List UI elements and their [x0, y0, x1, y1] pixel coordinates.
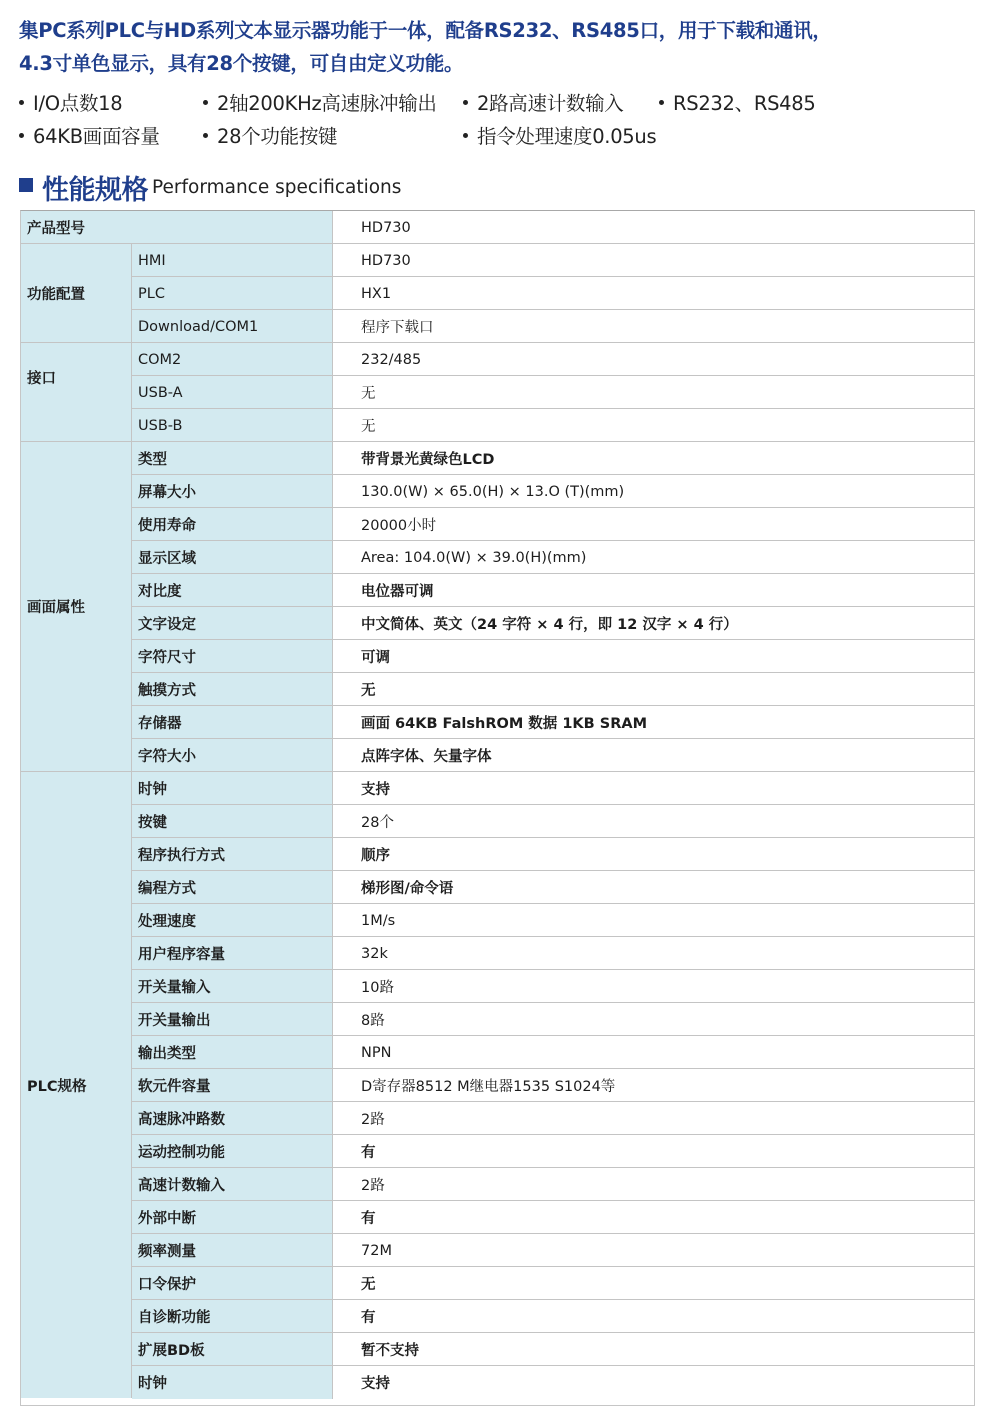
spec-row-label: 高速计数输入	[132, 1168, 333, 1201]
spec-row-value: 支持	[333, 1366, 974, 1399]
spec-row-label: 类型	[132, 442, 333, 475]
spec-row-label: 按键	[132, 805, 333, 838]
row-divider	[132, 1134, 974, 1135]
section-marker-icon	[19, 178, 33, 192]
row-divider	[132, 1167, 974, 1168]
spec-row-label: 开关量输入	[132, 970, 333, 1003]
feature-item: I/O点数18	[19, 88, 122, 116]
spec-row-label: 软元件容量	[132, 1069, 333, 1102]
spec-row-value: 20000小时	[333, 508, 974, 541]
spec-row-label: 触摸方式	[132, 673, 333, 706]
model-label: 产品型号	[21, 211, 333, 244]
feature-item: 2路高速计数输入	[463, 88, 624, 116]
spec-row-value: 无	[333, 1267, 974, 1300]
spec-row-value: 梯形图/命令语	[333, 871, 974, 904]
row-divider	[132, 474, 974, 475]
spec-row-value: 无	[333, 409, 974, 442]
feature-item: 指令处理速度0.05us	[463, 121, 656, 149]
spec-row-value: D寄存器8512 M继电器1535 S1024等	[333, 1069, 974, 1102]
row-divider	[21, 771, 974, 772]
row-divider	[132, 606, 974, 607]
spec-row-label: 使用寿命	[132, 508, 333, 541]
spec-row-label: COM2	[132, 343, 333, 376]
spec-row-label: 屏幕大小	[132, 475, 333, 508]
row-divider	[132, 936, 974, 937]
spec-row-label: USB-A	[132, 376, 333, 409]
spec-row-label: 字符大小	[132, 739, 333, 772]
row-divider	[132, 738, 974, 739]
spec-row-label: 扩展BD板	[132, 1333, 333, 1366]
row-divider	[132, 672, 974, 673]
spec-row-value: 有	[333, 1300, 974, 1333]
spec-row-label: 显示区域	[132, 541, 333, 574]
spec-row-value: 232/485	[333, 343, 974, 376]
spec-row-label: PLC	[132, 277, 333, 310]
spec-row-label: 对比度	[132, 574, 333, 607]
spec-row-label: Download/COM1	[132, 310, 333, 343]
spec-row-label: 自诊断功能	[132, 1300, 333, 1333]
section-title-zh: 性能规格	[42, 175, 148, 206]
bullet-icon	[19, 133, 24, 138]
feature-item: 64KB画面容量	[19, 121, 160, 149]
spec-row-label: 口令保护	[132, 1267, 333, 1300]
row-divider	[132, 1365, 974, 1366]
spec-row-value: 画面 64KB FalshROM 数据 1KB SRAM	[333, 706, 974, 739]
intro-line: 4.3寸单色显示，具有28个按键，可自由定义功能。	[19, 52, 464, 75]
spec-row-value: 8路	[333, 1003, 974, 1036]
row-divider	[132, 1002, 974, 1003]
bullet-icon	[19, 100, 24, 105]
group-label-plc: PLC规格	[21, 772, 132, 1398]
group-label-display: 画面属性	[21, 442, 132, 771]
row-divider	[132, 903, 974, 904]
bullet-icon	[659, 100, 664, 105]
bullet-icon	[463, 133, 468, 138]
spec-row-label: 处理速度	[132, 904, 333, 937]
row-divider	[132, 1266, 974, 1267]
spec-row-value: HX1	[333, 277, 974, 310]
feature-item: 2轴200KHz高速脉冲输出	[203, 88, 437, 116]
row-divider	[132, 573, 974, 574]
spec-row-value: 中文简体、英文（24 字符 × 4 行，即 12 汉字 × 4 行）	[333, 607, 974, 640]
feature-item: RS232、RS485	[659, 88, 816, 116]
spec-row-value: 10路	[333, 970, 974, 1003]
spec-row-value: 2路	[333, 1168, 974, 1201]
spec-row-label: 开关量输出	[132, 1003, 333, 1036]
row-divider	[132, 1200, 974, 1201]
row-divider	[132, 408, 974, 409]
bullet-icon	[463, 100, 468, 105]
row-divider	[132, 837, 974, 838]
row-divider	[132, 540, 974, 541]
row-divider	[132, 375, 974, 376]
row-divider	[132, 705, 974, 706]
spec-row-value: 无	[333, 376, 974, 409]
row-divider	[132, 1233, 974, 1234]
spec-row-label: 存储器	[132, 706, 333, 739]
bullet-icon	[203, 100, 208, 105]
row-divider	[132, 639, 974, 640]
bullet-icon	[203, 133, 208, 138]
row-divider	[21, 243, 974, 244]
spec-row-label: USB-B	[132, 409, 333, 442]
row-divider	[132, 276, 974, 277]
spec-row-value: 72M	[333, 1234, 974, 1267]
row-divider	[132, 1101, 974, 1102]
spec-row-value: 32k	[333, 937, 974, 970]
spec-row-label: 编程方式	[132, 871, 333, 904]
spec-row-value: 2路	[333, 1102, 974, 1135]
spec-row-label: 输出类型	[132, 1036, 333, 1069]
section-title-en: Performance specifications	[152, 177, 402, 198]
spec-row-value: 支持	[333, 772, 974, 805]
spec-row-value: 有	[333, 1135, 974, 1168]
spec-row-value: 28个	[333, 805, 974, 838]
spec-row-value: 顺序	[333, 838, 974, 871]
feature-item: 28个功能按键	[203, 121, 337, 149]
spec-row-value: Area: 104.0(W) × 39.0(H)(mm)	[333, 541, 974, 574]
group-label-interface: 接口	[21, 343, 132, 441]
row-divider	[132, 1332, 974, 1333]
spec-row-label: 频率测量	[132, 1234, 333, 1267]
spec-table	[20, 210, 975, 1406]
spec-row-label: 时钟	[132, 772, 333, 805]
spec-row-label: 外部中断	[132, 1201, 333, 1234]
spec-row-value: 130.0(W) × 65.0(H) × 13.O (T)(mm)	[333, 475, 974, 508]
row-divider	[132, 804, 974, 805]
spec-row-label: 用户程序容量	[132, 937, 333, 970]
row-divider	[21, 441, 974, 442]
spec-row-value: 可调	[333, 640, 974, 673]
spec-row-value: NPN	[333, 1036, 974, 1069]
spec-row-label: 字符尺寸	[132, 640, 333, 673]
row-divider	[132, 1299, 974, 1300]
spec-row-label: 高速脉冲路数	[132, 1102, 333, 1135]
spec-row-label: 文字设定	[132, 607, 333, 640]
row-divider	[132, 870, 974, 871]
row-divider	[132, 969, 974, 970]
spec-row-value: 电位器可调	[333, 574, 974, 607]
group-label-function: 功能配置	[21, 244, 132, 342]
spec-row-value: 1M/s	[333, 904, 974, 937]
spec-row-value: 暂不支持	[333, 1333, 974, 1366]
spec-row-value: 程序下载口	[333, 310, 974, 343]
spec-row-value: 点阵字体、矢量字体	[333, 739, 974, 772]
row-divider	[132, 507, 974, 508]
spec-row-value: HD730	[333, 244, 974, 277]
model-value: HD730	[333, 211, 974, 244]
spec-row-label: HMI	[132, 244, 333, 277]
spec-row-value: 无	[333, 673, 974, 706]
row-divider	[132, 309, 974, 310]
intro-line: 集PC系列PLC与HD系列文本显示器功能于一体，配备RS232、RS485口，用于下载和通讯，	[19, 19, 832, 42]
spec-row-label: 运动控制功能	[132, 1135, 333, 1168]
row-divider	[132, 1035, 974, 1036]
row-divider	[132, 1068, 974, 1069]
spec-row-label: 程序执行方式	[132, 838, 333, 871]
row-divider	[21, 342, 974, 343]
product-intro	[19, 14, 979, 80]
spec-row-value: 有	[333, 1201, 974, 1234]
spec-row-value: 带背景光黄绿色LCD	[333, 442, 974, 475]
section-heading	[19, 168, 401, 207]
spec-row-label: 时钟	[132, 1366, 333, 1399]
